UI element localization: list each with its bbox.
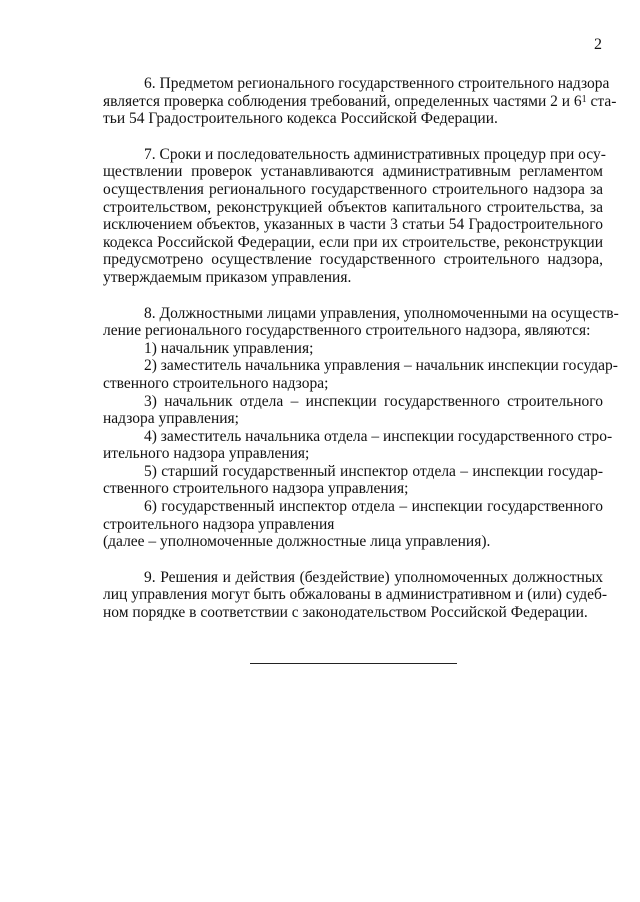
- list-item: 6) государственный инспектор отдела – инспекции государственного: [144, 498, 603, 516]
- paragraph-line: ном порядке в соответствии с законодательством Российской Федерации.: [103, 604, 588, 622]
- list-item-continuation: ительного надзора управления;: [103, 445, 310, 463]
- paragraph-line: (далее – уполномоченные должностные лица управления).: [103, 533, 491, 551]
- list-item-continuation: ственного строительного надзора;: [103, 374, 329, 392]
- paragraph-8: [103, 304, 619, 551]
- paragraph-line: 8. Должностными лицами управления, уполномоченными на осуществ-: [144, 304, 619, 322]
- paragraph-line: исключением объектов, указанных в части 3 статьи 54 Градостроительного: [103, 216, 603, 234]
- list-item: 5) старший государственный инспектор отдела – инспекции государ-: [144, 462, 603, 480]
- list-item: 3) начальник отдела – инспекции государственного строительного: [144, 392, 603, 410]
- superscript: 1: [581, 93, 587, 105]
- paragraph-7: [103, 145, 606, 287]
- paragraph-line: 7. Сроки и последовательность административных процедур при осу-: [144, 145, 606, 163]
- paragraph-line: 9. Решения и действия (бездействие) уполномоченных должностных: [144, 568, 603, 586]
- list-item-continuation: строительного надзора управления: [103, 515, 335, 533]
- list-item: 2) заместитель начальника управления – начальник инспекции государ-: [144, 357, 618, 375]
- end-of-document-rule: [250, 663, 457, 664]
- list-item: 4) заместитель начальника отдела – инспекции государственного стро-: [144, 427, 613, 445]
- list-item-continuation: надзора управления;: [103, 410, 239, 428]
- document-body: [103, 75, 619, 622]
- paragraph-line: 6. Предметом регионального государственного строительного надзора: [144, 75, 610, 92]
- paragraph-9: [103, 568, 608, 622]
- paragraph-line: [103, 92, 617, 111]
- paragraph-line: утверждаемым приказом управления.: [103, 268, 352, 286]
- paragraph-line: тьи 54 Градостроительного кодекса Российской Федерации.: [103, 110, 498, 128]
- paragraph-line: кодекса Российской Федерации, если при их строительстве, реконструкции: [103, 233, 603, 251]
- page-number: 2: [594, 36, 602, 53]
- paragraph-line: ществлении проверок устанавливаются административным регламентом: [103, 163, 603, 181]
- text-fragment: ста-: [586, 92, 617, 110]
- paragraph-6: [103, 75, 617, 128]
- list-item: 1) начальник управления;: [144, 339, 314, 357]
- text-fragment: является проверка соблюдения требований, определенных частями 2 и 6: [103, 92, 582, 110]
- list-item-continuation: ственного строительного надзора управления;: [103, 480, 409, 498]
- paragraph-line: строительством, реконструкцией объектов капитального строительства, за: [103, 198, 603, 216]
- paragraph-line: предусмотрено осуществление государственного строительного надзора,: [103, 251, 603, 269]
- paragraph-line: ление регионального государственного строительного надзора, являются:: [103, 322, 591, 340]
- paragraph-line: лиц управления могут быть обжалованы в административном и (или) судеб-: [103, 586, 608, 604]
- paragraph-line: осуществления регионального государственного строительного надзора за: [103, 180, 603, 198]
